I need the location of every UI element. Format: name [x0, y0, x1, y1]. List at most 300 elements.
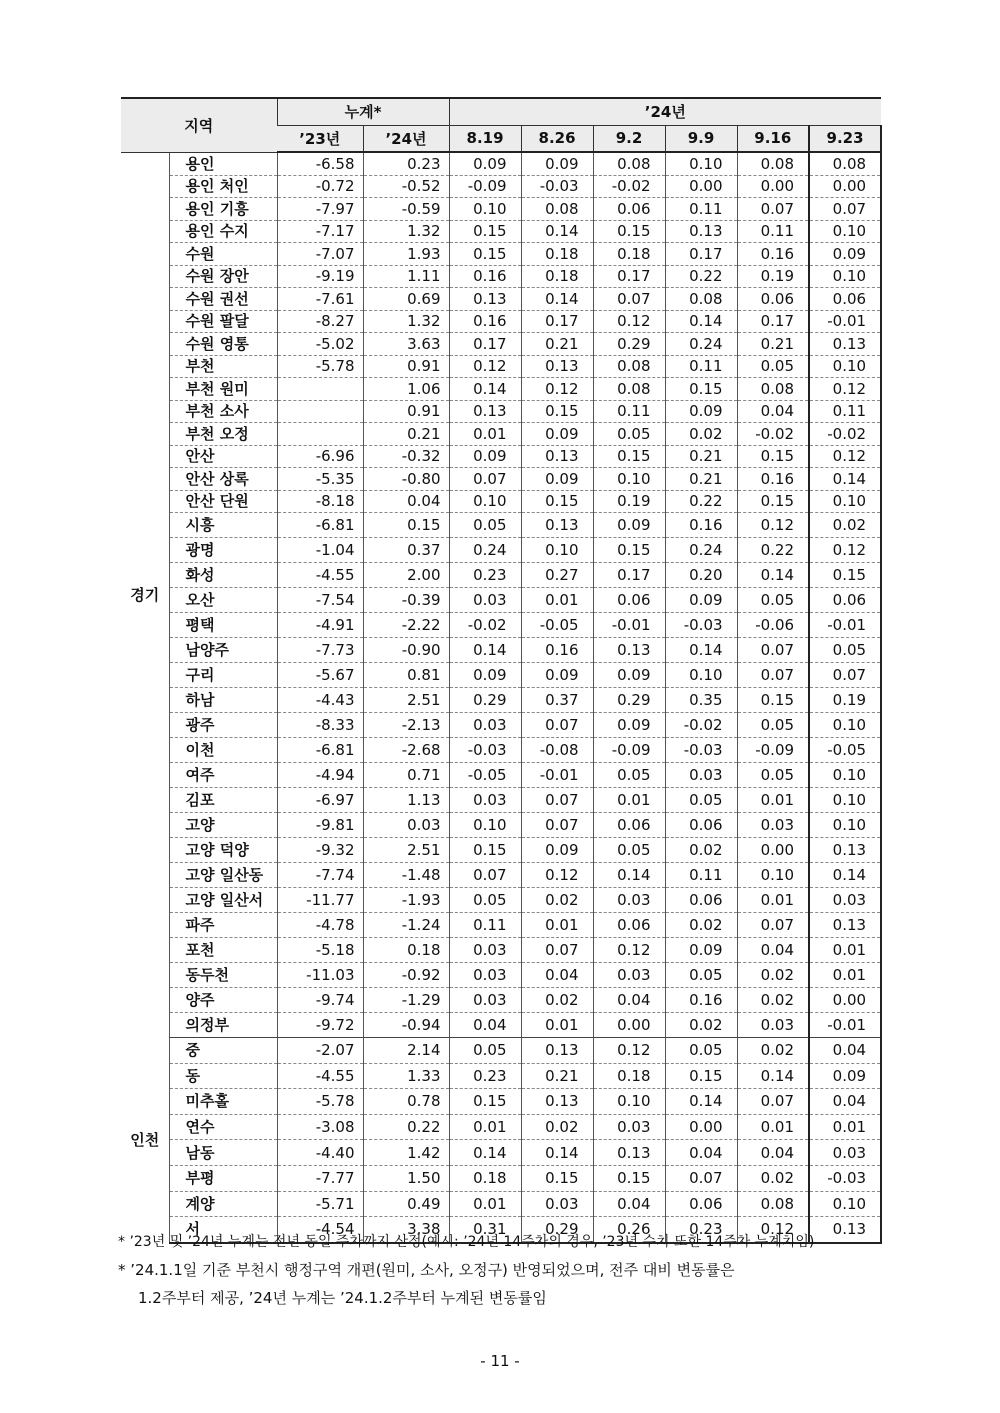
table-cell: 0.00: [737, 838, 809, 863]
region-name: 부평: [169, 1165, 277, 1191]
table-cell: 0.02: [737, 963, 809, 988]
table-cell: -6.58: [277, 152, 363, 175]
region-name: 안산 상록: [169, 468, 277, 491]
table-cell: 0.09: [665, 938, 737, 963]
table-cell: 0.23: [665, 1217, 737, 1243]
table-cell: -8.27: [277, 310, 363, 333]
table-cell: 0.18: [521, 265, 593, 288]
table-cell: 0.07: [665, 1165, 737, 1191]
region-name: 부천 원미: [169, 378, 277, 401]
col-header: ’24년: [363, 125, 449, 152]
table-cell: 0.01: [809, 1114, 881, 1140]
table-cell: 0.12: [809, 445, 881, 468]
table-cell: 0.01: [809, 963, 881, 988]
table-cell: 0.18: [521, 243, 593, 266]
region-name: 고양: [169, 813, 277, 838]
table-cell: 0.21: [363, 423, 449, 446]
table-cell: -2.07: [277, 1038, 363, 1064]
table-cell: 0.09: [809, 1063, 881, 1089]
table-cell: 0.05: [737, 588, 809, 613]
table-cell: 0.11: [593, 400, 665, 423]
table-cell: 0.08: [737, 152, 809, 175]
region-name: 김포: [169, 788, 277, 813]
table-cell: -2.68: [363, 738, 449, 763]
region-name: 시흥: [169, 513, 277, 538]
table-cell: 0.07: [809, 198, 881, 221]
table-row: [121, 243, 881, 266]
table-cell: -4.94: [277, 763, 363, 788]
region-name: 안산 단원: [169, 490, 277, 513]
table-cell: 0.10: [809, 713, 881, 738]
region-name: 부천 오정: [169, 423, 277, 446]
table-cell: 0.12: [593, 938, 665, 963]
table-cell: -6.96: [277, 445, 363, 468]
table-cell: 0.04: [737, 1140, 809, 1166]
table-cell: 0.12: [809, 378, 881, 401]
table-cell: 0.15: [737, 490, 809, 513]
table-cell: 0.03: [809, 1140, 881, 1166]
table-cell: 0.13: [809, 333, 881, 356]
table-cell: -9.32: [277, 838, 363, 863]
table-cell: 0.01: [449, 1191, 521, 1217]
table-cell: -0.01: [809, 613, 881, 638]
table-cell: 0.09: [521, 468, 593, 491]
table-cell: 0.09: [449, 152, 521, 175]
table-cell: 0.16: [737, 468, 809, 491]
table-cell: 0.07: [449, 468, 521, 491]
table-cell: -4.54: [277, 1217, 363, 1243]
table-cell: 0.29: [449, 688, 521, 713]
table-cell: 0.05: [449, 513, 521, 538]
table-cell: 0.02: [521, 888, 593, 913]
table-cell: 0.06: [593, 813, 665, 838]
table-cell: 0.37: [521, 688, 593, 713]
region-name: 용인 수지: [169, 220, 277, 243]
table-cell: 0.13: [521, 445, 593, 468]
table-cell: 0.18: [363, 938, 449, 963]
table-cell: 0.07: [521, 938, 593, 963]
table-cell: 0.31: [449, 1217, 521, 1243]
table-cell: 0.13: [521, 1038, 593, 1064]
table-cell: 1.33: [363, 1063, 449, 1089]
table-cell: -11.03: [277, 963, 363, 988]
table-cell: 0.12: [737, 513, 809, 538]
table-cell: 0.07: [521, 813, 593, 838]
table-cell: 3.63: [363, 333, 449, 356]
table-cell: 0.10: [449, 490, 521, 513]
table-cell: 0.07: [521, 713, 593, 738]
table-cell: 0.06: [809, 588, 881, 613]
table-cell: 0.24: [449, 538, 521, 563]
table-cell: 0.05: [449, 1038, 521, 1064]
table-cell: -0.03: [665, 738, 737, 763]
region-name: 수원 영통: [169, 333, 277, 356]
table-cell: 1.93: [363, 243, 449, 266]
table-cell: 0.02: [737, 1038, 809, 1064]
table-cell: 0.18: [593, 1063, 665, 1089]
table-row: [121, 938, 881, 963]
table-cell: 0.00: [665, 1114, 737, 1140]
table-cell: 0.07: [737, 913, 809, 938]
table-cell: 0.11: [737, 220, 809, 243]
table-cell: 0.11: [809, 400, 881, 423]
table-cell: 0.01: [737, 888, 809, 913]
table-cell: -7.73: [277, 638, 363, 663]
table-cell: 1.06: [363, 378, 449, 401]
table-cell: 0.15: [665, 1063, 737, 1089]
table-cell: 0.05: [449, 888, 521, 913]
region-name: 수원 팔달: [169, 310, 277, 333]
table-cell: -6.81: [277, 513, 363, 538]
table-cell: -4.78: [277, 913, 363, 938]
col-header: ’23년: [277, 125, 363, 152]
table-cell: 0.03: [593, 1114, 665, 1140]
table-cell: 0.02: [809, 513, 881, 538]
table-cell: 0.12: [521, 378, 593, 401]
table-row: [121, 838, 881, 863]
region-name: 수원 권선: [169, 288, 277, 311]
table-cell: -8.33: [277, 713, 363, 738]
table-cell: 0.14: [521, 220, 593, 243]
table-cell: 0.91: [363, 355, 449, 378]
table-cell: 0.00: [809, 988, 881, 1013]
table-cell: 0.02: [521, 1114, 593, 1140]
table-cell: -0.59: [363, 198, 449, 221]
table-cell: 0.49: [363, 1191, 449, 1217]
table-cell: 0.15: [809, 563, 881, 588]
table-cell: -0.03: [521, 175, 593, 198]
table-cell: 0.10: [665, 152, 737, 175]
table-cell: 0.03: [363, 813, 449, 838]
table-cell: 0.01: [449, 1114, 521, 1140]
table-cell: 1.13: [363, 788, 449, 813]
table-cell: 0.07: [737, 198, 809, 221]
table-cell: 0.22: [665, 490, 737, 513]
table-cell: 0.09: [449, 663, 521, 688]
table-cell: 0.01: [737, 1114, 809, 1140]
table-cell: 0.09: [521, 423, 593, 446]
region-name: 용인 처인: [169, 175, 277, 198]
table-cell: 0.04: [665, 1140, 737, 1166]
table-row: [121, 1140, 881, 1166]
table-cell: 0.01: [449, 423, 521, 446]
table-cell: 0.05: [665, 963, 737, 988]
table-cell: 0.78: [363, 1089, 449, 1115]
table-row: [121, 663, 881, 688]
table-cell: 0.04: [521, 963, 593, 988]
table-cell: 0.24: [665, 333, 737, 356]
table-row: [121, 563, 881, 588]
table-row: [121, 378, 881, 401]
table-cell: 0.03: [449, 713, 521, 738]
header-year24: ’24년: [449, 98, 881, 125]
table-cell: 0.06: [665, 888, 737, 913]
table-cell: 0.12: [809, 538, 881, 563]
table-cell: 0.05: [737, 713, 809, 738]
table-row: [121, 1191, 881, 1217]
table-cell: 0.19: [737, 265, 809, 288]
table-cell: 0.13: [449, 400, 521, 423]
header-cumulative: 누계*: [277, 98, 449, 125]
table-cell: 0.15: [449, 243, 521, 266]
table-cell: 0.05: [665, 1038, 737, 1064]
table-cell: -0.03: [809, 1165, 881, 1191]
table-row: [121, 763, 881, 788]
table-cell: 0.03: [665, 763, 737, 788]
region-name: 계양: [169, 1191, 277, 1217]
table-row: [121, 265, 881, 288]
table-cell: 0.09: [521, 152, 593, 175]
table-cell: 0.17: [593, 563, 665, 588]
table-cell: 0.15: [521, 1165, 593, 1191]
table-cell: 0.26: [593, 1217, 665, 1243]
table-cell: -7.54: [277, 588, 363, 613]
table-cell: -2.22: [363, 613, 449, 638]
region-name: 파주: [169, 913, 277, 938]
table-cell: -1.04: [277, 538, 363, 563]
table-cell: 0.07: [521, 788, 593, 813]
table-cell: 0.15: [737, 688, 809, 713]
region-name: 안산: [169, 445, 277, 468]
table-cell: -4.40: [277, 1140, 363, 1166]
table-cell: -9.72: [277, 1013, 363, 1038]
table-cell: 0.11: [665, 355, 737, 378]
table-cell: 0.01: [593, 788, 665, 813]
table-cell: 0.10: [737, 863, 809, 888]
table-cell: 0.16: [449, 265, 521, 288]
table-cell: 0.09: [593, 713, 665, 738]
table-cell: 0.14: [593, 863, 665, 888]
table-cell: 0.09: [449, 445, 521, 468]
table-cell: 0.18: [449, 1165, 521, 1191]
table-row: [121, 863, 881, 888]
table-cell: 0.13: [809, 1217, 881, 1243]
region-name: 포천: [169, 938, 277, 963]
table-row: [121, 445, 881, 468]
region-name: 수원 장안: [169, 265, 277, 288]
table-row: [121, 423, 881, 446]
table-cell: 1.32: [363, 310, 449, 333]
table-cell: -7.77: [277, 1165, 363, 1191]
table-cell: 1.50: [363, 1165, 449, 1191]
table-cell: 0.05: [737, 763, 809, 788]
table-cell: -0.09: [737, 738, 809, 763]
table-cell: 0.03: [449, 788, 521, 813]
table-row: [121, 490, 881, 513]
region-name: 의정부: [169, 1013, 277, 1038]
table-cell: -1.29: [363, 988, 449, 1013]
table-row: [121, 220, 881, 243]
table-cell: 0.01: [521, 588, 593, 613]
table-cell: 0.13: [521, 513, 593, 538]
table-cell: -0.02: [449, 613, 521, 638]
table-cell: 0.03: [737, 813, 809, 838]
table-cell: 0.14: [809, 863, 881, 888]
table-cell: -5.71: [277, 1191, 363, 1217]
footnotes: [118, 1228, 888, 1312]
table-cell: 0.04: [363, 490, 449, 513]
table-cell: 0.35: [665, 688, 737, 713]
table-cell: -9.74: [277, 988, 363, 1013]
table-cell: -4.43: [277, 688, 363, 713]
table-cell: 0.13: [665, 220, 737, 243]
table-cell: 0.17: [665, 243, 737, 266]
table-cell: -0.02: [665, 713, 737, 738]
table-cell: 2.51: [363, 838, 449, 863]
table-cell: 0.17: [737, 310, 809, 333]
table-cell: 0.15: [593, 538, 665, 563]
table-row: [121, 713, 881, 738]
table-cell: -9.81: [277, 813, 363, 838]
region-name: 연수: [169, 1114, 277, 1140]
table-cell: 0.22: [737, 538, 809, 563]
table-cell: 0.09: [665, 588, 737, 613]
table-cell: 0.14: [665, 638, 737, 663]
table-cell: 0.15: [363, 513, 449, 538]
col-header: 9.23: [809, 125, 881, 152]
table-cell: 0.01: [737, 788, 809, 813]
table-cell: -0.01: [809, 1013, 881, 1038]
table-row: [121, 1114, 881, 1140]
table-cell: 0.29: [593, 688, 665, 713]
table-cell: 0.81: [363, 663, 449, 688]
region-name: 남동: [169, 1140, 277, 1166]
page-number: - 11 -: [480, 1352, 520, 1370]
table-cell: 0.16: [665, 988, 737, 1013]
table-cell: 0.02: [737, 1165, 809, 1191]
col-header: 9.2: [593, 125, 665, 152]
table-cell: -0.92: [363, 963, 449, 988]
table-cell: 0.10: [521, 538, 593, 563]
table-cell: 0.11: [665, 198, 737, 221]
table-cell: 0.10: [809, 788, 881, 813]
table-cell: -0.09: [449, 175, 521, 198]
table-cell: 0.16: [449, 310, 521, 333]
footnote: * ’24.1.1일 기준 부천시 행정구역 개편(원미, 소사, 오정구) 반영되었으며, 전주 대비 변동률은: [118, 1261, 735, 1279]
col-header: 9.16: [737, 125, 809, 152]
table-cell: 0.10: [449, 198, 521, 221]
table-cell: 3.38: [363, 1217, 449, 1243]
table-cell: -0.03: [449, 738, 521, 763]
table-cell: 0.13: [593, 1140, 665, 1166]
col-header: 9.9: [665, 125, 737, 152]
region-name: 광주: [169, 713, 277, 738]
table-cell: -5.18: [277, 938, 363, 963]
table-cell: 0.15: [521, 490, 593, 513]
table-row: [121, 310, 881, 333]
footnote: * ’23년 및 ’24년 누계는 전년 동일 주차까지 산정(예시: ’24년 14주차의 경우, ’23년 수치 또한 14주차 누계치임): [118, 1234, 815, 1250]
table-cell: -7.74: [277, 863, 363, 888]
table-cell: -0.94: [363, 1013, 449, 1038]
region-name: 수원: [169, 243, 277, 266]
table-cell: 0.01: [521, 913, 593, 938]
header-region: 지역: [121, 98, 277, 152]
table-cell: 0.09: [521, 663, 593, 688]
table-cell: 0.15: [593, 220, 665, 243]
table-cell: 0.04: [809, 1089, 881, 1115]
table-cell: -6.97: [277, 788, 363, 813]
table-cell: 0.15: [593, 1165, 665, 1191]
table-cell: 0.22: [363, 1114, 449, 1140]
table-cell: 0.23: [363, 152, 449, 175]
region-name: 하남: [169, 688, 277, 713]
table-cell: 0.02: [665, 1013, 737, 1038]
table-cell: 0.14: [521, 1140, 593, 1166]
table-cell: 0.08: [593, 355, 665, 378]
table-cell: 0.10: [449, 813, 521, 838]
table-cell: 0.11: [449, 913, 521, 938]
table-cell: 1.42: [363, 1140, 449, 1166]
table-cell: 0.02: [665, 913, 737, 938]
table-cell: 0.09: [809, 243, 881, 266]
table-cell: 0.12: [593, 1038, 665, 1064]
table-cell: 0.10: [593, 1089, 665, 1115]
table-cell: 0.18: [593, 243, 665, 266]
table-cell: 0.22: [665, 265, 737, 288]
table-cell: -0.09: [593, 738, 665, 763]
table-row: [121, 538, 881, 563]
table-cell: 0.01: [809, 938, 881, 963]
table-cell: 0.91: [363, 400, 449, 423]
table-cell: 0.21: [521, 333, 593, 356]
table-cell: 0.07: [593, 288, 665, 311]
table-row: [121, 1013, 881, 1038]
table-cell: 0.03: [449, 988, 521, 1013]
table-cell: 0.02: [737, 988, 809, 1013]
region-name: 양주: [169, 988, 277, 1013]
table-cell: 0.02: [665, 423, 737, 446]
table-cell: -6.81: [277, 738, 363, 763]
table-row: [121, 988, 881, 1013]
table-cell: -8.18: [277, 490, 363, 513]
region-group-label: 인천: [121, 1038, 169, 1243]
table-cell: 0.13: [809, 838, 881, 863]
table-cell: 0.07: [449, 863, 521, 888]
table-cell: 0.14: [809, 468, 881, 491]
table-cell: [277, 400, 363, 423]
table-cell: 0.06: [593, 913, 665, 938]
table-cell: 1.32: [363, 220, 449, 243]
table-cell: -7.97: [277, 198, 363, 221]
table-cell: -0.05: [809, 738, 881, 763]
table-row: [121, 468, 881, 491]
table-cell: 0.16: [521, 638, 593, 663]
table-cell: 0.23: [449, 563, 521, 588]
table-cell: 0.04: [737, 938, 809, 963]
table-cell: -0.01: [521, 763, 593, 788]
table-cell: 0.19: [593, 490, 665, 513]
region-name: 광명: [169, 538, 277, 563]
table-cell: 0.07: [737, 638, 809, 663]
table-row: [121, 738, 881, 763]
col-header: 8.19: [449, 125, 521, 152]
table-cell: 0.19: [809, 688, 881, 713]
table-cell: -4.55: [277, 563, 363, 588]
table-cell: 0.17: [593, 265, 665, 288]
region-name: 미추홀: [169, 1089, 277, 1115]
table-cell: 0.14: [665, 1089, 737, 1115]
table-row: [121, 788, 881, 813]
table-cell: 0.03: [593, 963, 665, 988]
table-cell: 0.69: [363, 288, 449, 311]
table-cell: 0.15: [449, 838, 521, 863]
table-cell: 0.03: [449, 588, 521, 613]
table-cell: -1.93: [363, 888, 449, 913]
table-cell: 0.13: [593, 638, 665, 663]
table-cell: 0.15: [593, 445, 665, 468]
table-cell: 0.14: [737, 563, 809, 588]
table-cell: 2.00: [363, 563, 449, 588]
